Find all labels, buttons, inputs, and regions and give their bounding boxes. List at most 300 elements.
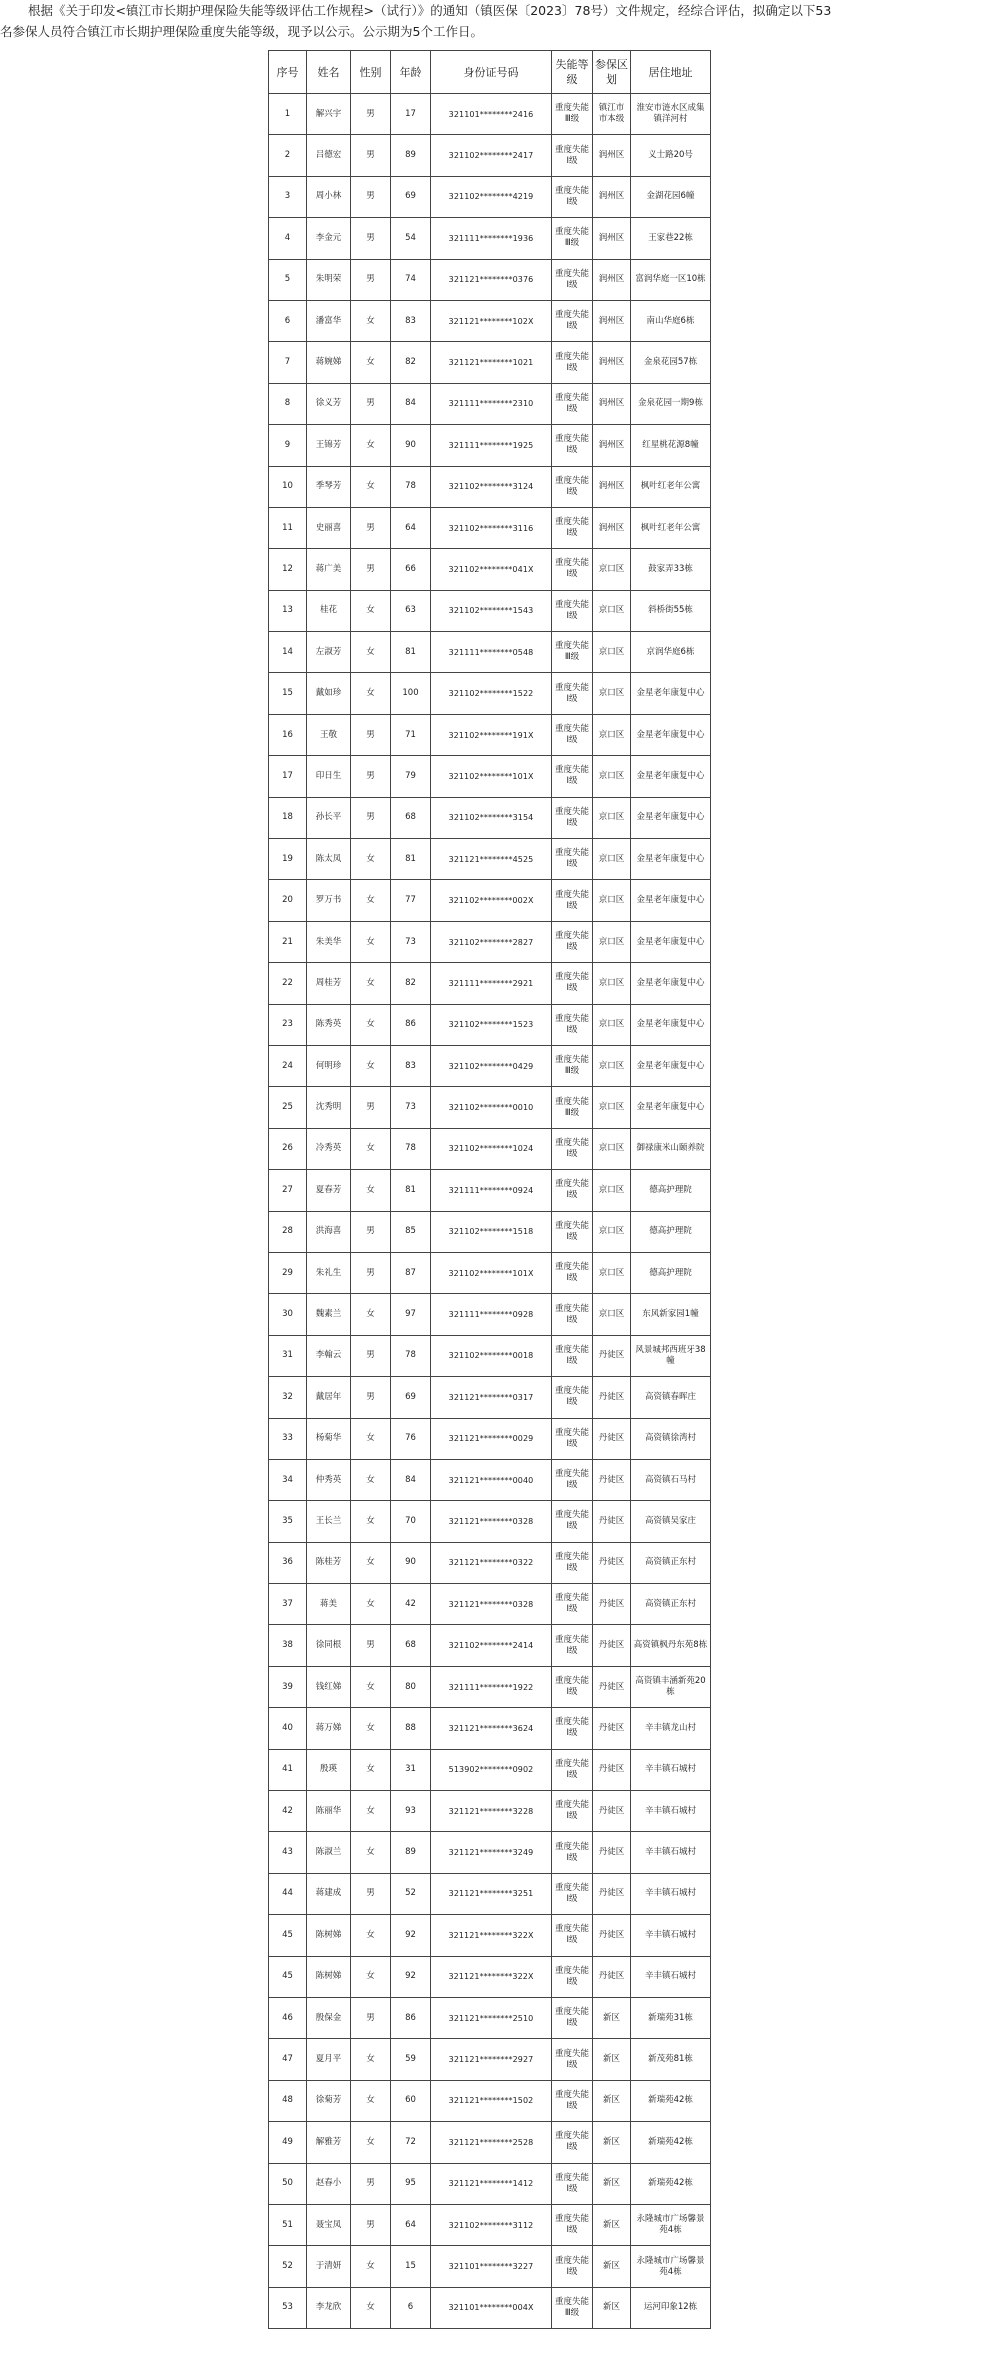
cell-col-insured-district: 京口区 (593, 797, 631, 838)
cell-col-gender: 女 (351, 1832, 391, 1873)
cell-col-disability-level: 重度失能Ⅰ级 (552, 673, 593, 714)
cell-col-id-number: 321111********1936 (431, 218, 552, 259)
cell-col-address: 永隆城市广场馨景苑4栋 (631, 2246, 711, 2287)
cell-col-gender: 男 (351, 259, 391, 300)
cell-col-age: 59 (391, 2039, 431, 2080)
cell-col-age: 85 (391, 1211, 431, 1252)
cell-col-age: 31 (391, 1749, 431, 1790)
cell-col-disability-level: 重度失能Ⅰ级 (552, 963, 593, 1004)
cell-col-no: 40 (269, 1708, 307, 1749)
cell-col-address: 京润华庭6栋 (631, 632, 711, 673)
cell-col-age: 93 (391, 1791, 431, 1832)
table-row (269, 1915, 711, 1956)
header-col-disability-level: 失能等级 (552, 51, 593, 94)
cell-col-disability-level: 重度失能Ⅰ级 (552, 1708, 593, 1749)
cell-col-id-number: 321121********1502 (431, 2080, 552, 2121)
cell-col-address: 永隆城市广场馨景苑4栋 (631, 2204, 711, 2245)
table-row (269, 383, 711, 424)
cell-col-insured-district: 丹徒区 (593, 1708, 631, 1749)
cell-col-insured-district: 丹徒区 (593, 1832, 631, 1873)
cell-col-id-number: 321121********3624 (431, 1708, 552, 1749)
table-row (269, 632, 711, 673)
cell-col-insured-district: 京口区 (593, 632, 631, 673)
cell-col-gender: 女 (351, 1749, 391, 1790)
cell-col-age: 81 (391, 839, 431, 880)
table-body (269, 94, 711, 2329)
cell-col-id-number: 321121********0029 (431, 1418, 552, 1459)
cell-col-address: 新瑞苑31栋 (631, 1997, 711, 2038)
cell-col-id-number: 321101********004X (431, 2287, 552, 2328)
cell-col-disability-level: 重度失能Ⅰ级 (552, 2204, 593, 2245)
cell-col-no: 22 (269, 963, 307, 1004)
cell-col-id-number: 321121********0376 (431, 259, 552, 300)
table-row (269, 466, 711, 507)
table-row (269, 176, 711, 217)
cell-col-name: 冷秀英 (307, 1128, 351, 1169)
cell-col-disability-level: 重度失能Ⅰ级 (552, 1584, 593, 1625)
cell-col-no: 51 (269, 2204, 307, 2245)
cell-col-gender: 女 (351, 2246, 391, 2287)
cell-col-gender: 女 (351, 300, 391, 341)
cell-col-no: 30 (269, 1294, 307, 1335)
cell-col-age: 86 (391, 1997, 431, 2038)
table-row (269, 880, 711, 921)
cell-col-no: 18 (269, 797, 307, 838)
cell-col-id-number: 321102********0010 (431, 1087, 552, 1128)
cell-col-id-number: 321102********2827 (431, 921, 552, 962)
cell-col-insured-district: 润州区 (593, 425, 631, 466)
header-col-name: 姓名 (307, 51, 351, 94)
table-row (269, 300, 711, 341)
cell-col-disability-level: 重度失能Ⅰ级 (552, 1294, 593, 1335)
cell-col-name: 洪海喜 (307, 1211, 351, 1252)
cell-col-address: 斜桥街55栋 (631, 590, 711, 631)
cell-col-address: 高资镇吴家庄 (631, 1501, 711, 1542)
cell-col-insured-district: 镇江市市本级 (593, 94, 631, 135)
cell-col-address: 运河印象12栋 (631, 2287, 711, 2328)
cell-col-name: 王敬 (307, 714, 351, 755)
cell-col-gender: 男 (351, 1873, 391, 1914)
cell-col-id-number: 321111********2921 (431, 963, 552, 1004)
cell-col-gender: 女 (351, 1045, 391, 1086)
cell-col-insured-district: 丹徒区 (593, 1542, 631, 1583)
cell-col-disability-level: 重度失能Ⅰ级 (552, 1625, 593, 1666)
cell-col-disability-level: 重度失能Ⅰ级 (552, 2039, 593, 2080)
cell-col-no: 19 (269, 839, 307, 880)
cell-col-name: 蒋广美 (307, 549, 351, 590)
header-col-age: 年龄 (391, 51, 431, 94)
cell-col-insured-district: 京口区 (593, 549, 631, 590)
cell-col-disability-level: 重度失能Ⅰ级 (552, 135, 593, 176)
cell-col-age: 72 (391, 2122, 431, 2163)
cell-col-age: 88 (391, 1708, 431, 1749)
cell-col-address: 金星老年康复中心 (631, 756, 711, 797)
cell-col-id-number: 321102********041X (431, 549, 552, 590)
cell-col-name: 蒋建成 (307, 1873, 351, 1914)
cell-col-address: 德高护理院 (631, 1252, 711, 1293)
cell-col-insured-district: 丹徒区 (593, 1915, 631, 1956)
cell-col-id-number: 321102********1543 (431, 590, 552, 631)
cell-col-id-number: 321121********1021 (431, 342, 552, 383)
cell-col-id-number: 321111********0548 (431, 632, 552, 673)
cell-col-age: 97 (391, 1294, 431, 1335)
cell-col-id-number: 321111********1922 (431, 1666, 552, 1707)
cell-col-insured-district: 丹徒区 (593, 1749, 631, 1790)
cell-col-insured-district: 润州区 (593, 300, 631, 341)
cell-col-gender: 男 (351, 1335, 391, 1376)
cell-col-insured-district: 丹徒区 (593, 1625, 631, 1666)
cell-col-address: 红星桃花源8幢 (631, 425, 711, 466)
cell-col-gender: 女 (351, 342, 391, 383)
cell-col-gender: 女 (351, 590, 391, 631)
cell-col-age: 64 (391, 2204, 431, 2245)
cell-col-age: 87 (391, 1252, 431, 1293)
cell-col-age: 81 (391, 1170, 431, 1211)
cell-col-no: 45 (269, 1956, 307, 1997)
cell-col-no: 35 (269, 1501, 307, 1542)
cell-col-disability-level: 重度失能Ⅰ级 (552, 1791, 593, 1832)
cell-col-insured-district: 新区 (593, 2039, 631, 2080)
cell-col-id-number: 321121********1412 (431, 2163, 552, 2204)
table-row (269, 1252, 711, 1293)
cell-col-no: 43 (269, 1832, 307, 1873)
cell-col-id-number: 321121********0322 (431, 1542, 552, 1583)
cell-col-id-number: 321121********0040 (431, 1459, 552, 1500)
table-row (269, 2246, 711, 2287)
cell-col-id-number: 321102********3154 (431, 797, 552, 838)
table-row (269, 1791, 711, 1832)
cell-col-no: 41 (269, 1749, 307, 1790)
table-row (269, 590, 711, 631)
cell-col-disability-level: 重度失能Ⅰ级 (552, 425, 593, 466)
table-row (269, 1459, 711, 1500)
cell-col-disability-level: 重度失能Ⅰ级 (552, 797, 593, 838)
cell-col-gender: 男 (351, 383, 391, 424)
table-row (269, 2122, 711, 2163)
cell-col-disability-level: 重度失能Ⅰ级 (552, 1128, 593, 1169)
cell-col-name: 戴居年 (307, 1377, 351, 1418)
header-col-id-number: 身份证号码 (431, 51, 552, 94)
cell-col-no: 46 (269, 1997, 307, 2038)
cell-col-gender: 男 (351, 756, 391, 797)
cell-col-age: 81 (391, 632, 431, 673)
cell-col-age: 89 (391, 1832, 431, 1873)
table-row (269, 2039, 711, 2080)
cell-col-no: 11 (269, 507, 307, 548)
cell-col-insured-district: 润州区 (593, 466, 631, 507)
cell-col-insured-district: 丹徒区 (593, 1873, 631, 1914)
cell-col-name: 徐同根 (307, 1625, 351, 1666)
cell-col-no: 5 (269, 259, 307, 300)
cell-col-name: 潘富华 (307, 300, 351, 341)
cell-col-gender: 女 (351, 1791, 391, 1832)
cell-col-age: 100 (391, 673, 431, 714)
table-row (269, 714, 711, 755)
cell-col-insured-district: 新区 (593, 2204, 631, 2245)
cell-col-insured-district: 京口区 (593, 880, 631, 921)
cell-col-insured-district: 京口区 (593, 714, 631, 755)
cell-col-insured-district: 丹徒区 (593, 1377, 631, 1418)
cell-col-disability-level: 重度失能Ⅲ级 (552, 1045, 593, 1086)
cell-col-insured-district: 京口区 (593, 1087, 631, 1128)
cell-col-id-number: 321121********0328 (431, 1584, 552, 1625)
cell-col-name: 徐义芳 (307, 383, 351, 424)
cell-col-no: 45 (269, 1915, 307, 1956)
cell-col-address: 金星老年康复中心 (631, 963, 711, 1004)
cell-col-disability-level: 重度失能Ⅰ级 (552, 1252, 593, 1293)
cell-col-disability-level: 重度失能Ⅲ级 (552, 94, 593, 135)
cell-col-no: 20 (269, 880, 307, 921)
cell-col-no: 31 (269, 1335, 307, 1376)
cell-col-no: 36 (269, 1542, 307, 1583)
cell-col-gender: 男 (351, 714, 391, 755)
cell-col-id-number: 321102********2417 (431, 135, 552, 176)
cell-col-insured-district: 京口区 (593, 1170, 631, 1211)
cell-col-address: 金星老年康复中心 (631, 673, 711, 714)
cell-col-no: 47 (269, 2039, 307, 2080)
table-row (269, 1128, 711, 1169)
table-row (269, 839, 711, 880)
cell-col-no: 33 (269, 1418, 307, 1459)
cell-col-gender: 女 (351, 1501, 391, 1542)
cell-col-address: 高资镇枫丹东苑8栋 (631, 1625, 711, 1666)
cell-col-disability-level: 重度失能Ⅰ级 (552, 756, 593, 797)
cell-col-gender: 女 (351, 1459, 391, 1500)
cell-col-age: 70 (391, 1501, 431, 1542)
cell-col-id-number: 321102********1522 (431, 673, 552, 714)
cell-col-address: 高资镇徐湾村 (631, 1418, 711, 1459)
cell-col-id-number: 321102********1523 (431, 1004, 552, 1045)
cell-col-id-number: 321121********0317 (431, 1377, 552, 1418)
table-row (269, 425, 711, 466)
cell-col-gender: 男 (351, 94, 391, 135)
cell-col-name: 朱礼生 (307, 1252, 351, 1293)
table-row (269, 1087, 711, 1128)
cell-col-disability-level: 重度失能Ⅰ级 (552, 880, 593, 921)
cell-col-name: 徐菊芳 (307, 2080, 351, 2121)
cell-col-insured-district: 润州区 (593, 176, 631, 217)
cell-col-age: 52 (391, 1873, 431, 1914)
cell-col-age: 68 (391, 797, 431, 838)
cell-col-insured-district: 丹徒区 (593, 1584, 631, 1625)
cell-col-no: 23 (269, 1004, 307, 1045)
cell-col-name: 蒋万娣 (307, 1708, 351, 1749)
cell-col-disability-level: 重度失能Ⅰ级 (552, 466, 593, 507)
cell-col-name: 沈秀明 (307, 1087, 351, 1128)
cell-col-disability-level: 重度失能Ⅰ级 (552, 590, 593, 631)
cell-col-name: 朱美华 (307, 921, 351, 962)
cell-col-gender: 女 (351, 963, 391, 1004)
cell-col-no: 53 (269, 2287, 307, 2328)
cell-col-no: 10 (269, 466, 307, 507)
cell-col-age: 83 (391, 300, 431, 341)
cell-col-name: 李翰云 (307, 1335, 351, 1376)
cell-col-gender: 女 (351, 880, 391, 921)
cell-col-no: 16 (269, 714, 307, 755)
cell-col-gender: 女 (351, 2039, 391, 2080)
cell-col-disability-level: 重度失能Ⅰ级 (552, 300, 593, 341)
table-row (269, 1584, 711, 1625)
table-row (269, 1418, 711, 1459)
cell-col-name: 殷保金 (307, 1997, 351, 2038)
cell-col-id-number: 321121********4525 (431, 839, 552, 880)
cell-col-name: 陈丽华 (307, 1791, 351, 1832)
table-row (269, 1873, 711, 1914)
cell-col-gender: 男 (351, 1625, 391, 1666)
table-header-row (269, 51, 711, 94)
cell-col-name: 杨菊华 (307, 1418, 351, 1459)
cell-col-name: 聂宝凤 (307, 2204, 351, 2245)
cell-col-age: 15 (391, 2246, 431, 2287)
cell-col-insured-district: 新区 (593, 1997, 631, 2038)
cell-col-id-number: 321121********322X (431, 1956, 552, 1997)
cell-col-address: 新茂苑81栋 (631, 2039, 711, 2080)
table-row (269, 549, 711, 590)
cell-col-address: 金泉花园57栋 (631, 342, 711, 383)
cell-col-name: 陈太凤 (307, 839, 351, 880)
cell-col-id-number: 321111********0924 (431, 1170, 552, 1211)
table-row (269, 1294, 711, 1335)
cell-col-name: 何明珍 (307, 1045, 351, 1086)
cell-col-name: 朱明荣 (307, 259, 351, 300)
cell-col-insured-district: 润州区 (593, 383, 631, 424)
cell-col-insured-district: 润州区 (593, 259, 631, 300)
table-row (269, 963, 711, 1004)
cell-col-name: 戴如珍 (307, 673, 351, 714)
cell-col-disability-level: 重度失能Ⅰ级 (552, 714, 593, 755)
cell-col-id-number: 321102********3124 (431, 466, 552, 507)
cell-col-id-number: 321102********1024 (431, 1128, 552, 1169)
cell-col-age: 66 (391, 549, 431, 590)
cell-col-gender: 女 (351, 1542, 391, 1583)
cell-col-id-number: 321121********0328 (431, 1501, 552, 1542)
cell-col-age: 90 (391, 1542, 431, 1583)
cell-col-name: 吕德宏 (307, 135, 351, 176)
cell-col-insured-district: 京口区 (593, 673, 631, 714)
cell-col-age: 92 (391, 1956, 431, 1997)
cell-col-name: 魏素兰 (307, 1294, 351, 1335)
cell-col-insured-district: 润州区 (593, 218, 631, 259)
table-row (269, 218, 711, 259)
cell-col-name: 陈淑兰 (307, 1832, 351, 1873)
cell-col-name: 仲秀英 (307, 1459, 351, 1500)
cell-col-address: 德高护理院 (631, 1170, 711, 1211)
cell-col-address: 金星老年康复中心 (631, 1087, 711, 1128)
cell-col-address: 金星老年康复中心 (631, 1004, 711, 1045)
cell-col-no: 1 (269, 94, 307, 135)
cell-col-no: 21 (269, 921, 307, 962)
cell-col-disability-level: 重度失能Ⅰ级 (552, 1832, 593, 1873)
cell-col-no: 7 (269, 342, 307, 383)
notice-text (0, 0, 997, 42)
cell-col-age: 17 (391, 94, 431, 135)
cell-col-gender: 女 (351, 632, 391, 673)
cell-col-address: 义士路20号 (631, 135, 711, 176)
cell-col-age: 82 (391, 963, 431, 1004)
cell-col-insured-district: 润州区 (593, 507, 631, 548)
cell-col-id-number: 321121********3228 (431, 1791, 552, 1832)
cell-col-disability-level: 重度失能Ⅰ级 (552, 1170, 593, 1211)
cell-col-name: 左淑芳 (307, 632, 351, 673)
cell-col-gender: 男 (351, 549, 391, 590)
header-col-no: 序号 (269, 51, 307, 94)
cell-col-address: 金星老年康复中心 (631, 921, 711, 962)
cell-col-id-number: 321102********3116 (431, 507, 552, 548)
table-row (269, 1625, 711, 1666)
cell-col-age: 42 (391, 1584, 431, 1625)
cell-col-name: 陈秀英 (307, 1004, 351, 1045)
cell-col-gender: 女 (351, 1004, 391, 1045)
cell-col-no: 44 (269, 1873, 307, 1914)
table-row (269, 797, 711, 838)
table-row (269, 1997, 711, 2038)
table-row (269, 1004, 711, 1045)
cell-col-disability-level: 重度失能Ⅰ级 (552, 176, 593, 217)
cell-col-id-number: 321102********0429 (431, 1045, 552, 1086)
cell-col-name: 蒋美 (307, 1584, 351, 1625)
cell-col-age: 84 (391, 1459, 431, 1500)
cell-col-name: 孙长平 (307, 797, 351, 838)
cell-col-address: 鼓家弄33栋 (631, 549, 711, 590)
cell-col-insured-district: 丹徒区 (593, 1501, 631, 1542)
cell-col-no: 17 (269, 756, 307, 797)
cell-col-no: 28 (269, 1211, 307, 1252)
cell-col-name: 史丽喜 (307, 507, 351, 548)
cell-col-address: 辛丰镇龙山村 (631, 1708, 711, 1749)
cell-col-insured-district: 润州区 (593, 135, 631, 176)
cell-col-gender: 女 (351, 1418, 391, 1459)
cell-col-gender: 女 (351, 2122, 391, 2163)
cell-col-address: 金泉花园一期9栋 (631, 383, 711, 424)
cell-col-address: 南山华庭6栋 (631, 300, 711, 341)
cell-col-name: 王长兰 (307, 1501, 351, 1542)
cell-col-gender: 男 (351, 1087, 391, 1128)
cell-col-no: 13 (269, 590, 307, 631)
cell-col-name: 蒋婉娣 (307, 342, 351, 383)
table-row (269, 507, 711, 548)
cell-col-no: 9 (269, 425, 307, 466)
cell-col-gender: 女 (351, 921, 391, 962)
cell-col-age: 78 (391, 466, 431, 507)
cell-col-id-number: 321121********2510 (431, 1997, 552, 2038)
cell-col-insured-district: 京口区 (593, 1211, 631, 1252)
cell-col-disability-level: 重度失能Ⅰ级 (552, 342, 593, 383)
table-row (269, 1956, 711, 1997)
cell-col-gender: 女 (351, 1915, 391, 1956)
cell-col-age: 86 (391, 1004, 431, 1045)
table-row (269, 2204, 711, 2245)
cell-col-address: 风景城邦西班牙38幢 (631, 1335, 711, 1376)
cell-col-address: 金星老年康复中心 (631, 1045, 711, 1086)
cell-col-address: 德高护理院 (631, 1211, 711, 1252)
table-row (269, 673, 711, 714)
cell-col-id-number: 321121********102X (431, 300, 552, 341)
cell-col-name: 罗万书 (307, 880, 351, 921)
cell-col-disability-level: 重度失能Ⅰ级 (552, 1666, 593, 1707)
cell-col-insured-district: 京口区 (593, 963, 631, 1004)
table-row (269, 1170, 711, 1211)
table-row (269, 2287, 711, 2328)
cell-col-gender: 女 (351, 1666, 391, 1707)
cell-col-disability-level: 重度失能Ⅰ级 (552, 2163, 593, 2204)
cell-col-no: 39 (269, 1666, 307, 1707)
cell-col-id-number: 321111********1925 (431, 425, 552, 466)
cell-col-disability-level: 重度失能Ⅰ级 (552, 2246, 593, 2287)
cell-col-address: 金星老年康复中心 (631, 797, 711, 838)
cell-col-disability-level: 重度失能Ⅰ级 (552, 1004, 593, 1045)
table-row (269, 135, 711, 176)
cell-col-gender: 女 (351, 466, 391, 507)
